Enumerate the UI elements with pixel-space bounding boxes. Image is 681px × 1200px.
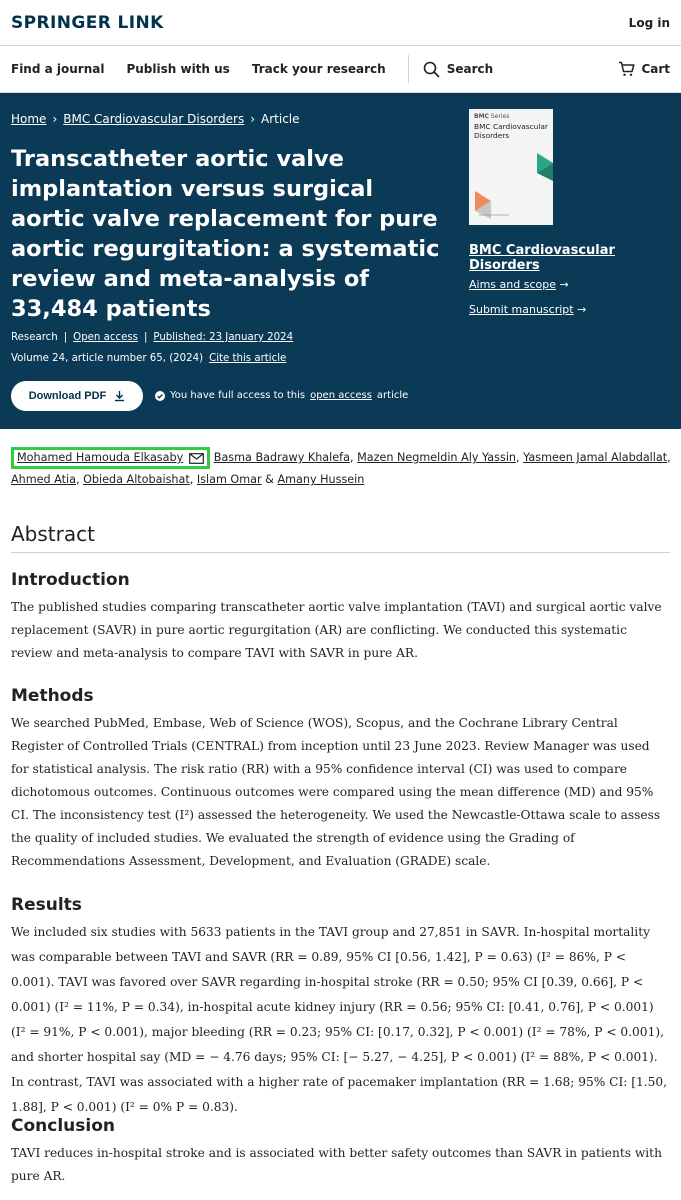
breadcrumb-article: Article (261, 112, 300, 126)
submit-manuscript-link[interactable]: Submit manuscript → (469, 303, 587, 316)
arrow-right-icon: → (559, 278, 569, 291)
abstract-divider (11, 552, 670, 553)
author-link[interactable]: Obieda Altobaishat (83, 473, 190, 486)
breadcrumb-home[interactable]: Home (11, 112, 47, 126)
mail-icon (189, 453, 204, 464)
conclusion-text: TAVI reduces in-hospital stroke and is associated with better safety outcomes than SAVR in patients with pure AR. (11, 1146, 662, 1183)
introduction-text: The published studies comparing transcatheter aortic valve implantation (TAVI) and surgical aortic valve replacement (SAVR) in pure aortic regurgitation (AR) are conflicting. We conducted this systematic review and meta-analysis to compare TAVI with SAVR in pure AR. (11, 600, 662, 660)
breadcrumb (11, 112, 300, 126)
abstract-heading: Abstract (11, 522, 95, 546)
main-nav (0, 46, 681, 93)
article-volume: Volume 24, article number 65, (2024) (11, 353, 204, 364)
search-icon (423, 61, 440, 78)
login-link[interactable]: Log in (628, 15, 670, 30)
check-circle-icon (155, 391, 165, 401)
article-title: Transcatheter aortic valve implantation versus surgical aortic valve replacement for pure aortic regurgitation: a systematic review and meta-analysis of 33,484 patients (11, 146, 440, 322)
author-link[interactable]: Mazen Negmeldin Aly Yassin (357, 451, 517, 464)
conclusion-heading: Conclusion (11, 1116, 115, 1136)
nav-publish-with-us[interactable]: Publish with us (126, 62, 230, 76)
springer-link-logo[interactable]: SPRINGER LINK (11, 12, 164, 33)
access-open-access-link[interactable]: open access (310, 390, 372, 401)
journal-name-link[interactable]: BMC Cardiovascular Disorders (469, 243, 615, 273)
nav-find-journal[interactable]: Find a journal (11, 62, 105, 76)
introduction-heading: Introduction (11, 570, 130, 590)
meta-divider: | (143, 332, 148, 343)
download-pdf-button[interactable] (11, 381, 143, 411)
author-link[interactable]: Islam Omar (196, 473, 262, 486)
results-text: We included six studies with 5633 patients in the TAVI group and 27,851 in SAVR. In-hospital mortality was comparable between TAVI and SAVR (RR = 0.89, 95% CI [0.56, 1.42], P = 0.63) (I² = 86%, P < 0.001). TAVI was favored over SAVR regarding in-hospital stroke (RR = 0.50; 95% CI [0.39, 0.66], P < 0.001) (I² = 11%, P = 0.34), in-hospital acute kidney injury (RR = 0.56; 95% CI: [0.41, 0.76], P < 0.001) (I² = 91%, P < 0.001), major bleeding (RR = 0.23; 95% CI: [0.17, 0.32], P < 0.001) (I² = 78%, P < 0.001), and shorter hospital say (MD = − 4.76 days; 95% CI: [− 5.27, − 4.25], P < 0.001) (I² = 88%, P < 0.001). In contrast, TAVI was associated with a higher rate of pacemaker implantation (RR = 1.68; 95% CI: [1.50, 1.88], P < 0.001) (I² = 0% P = 0.83). (11, 925, 668, 1114)
published-date[interactable]: Published: 23 January 2024 (153, 332, 294, 343)
search-button[interactable] (423, 61, 493, 78)
access-text-prefix: You have full access to this (170, 390, 306, 401)
cover-graphic (469, 145, 553, 225)
search-label: Search (446, 62, 494, 76)
access-notice (155, 390, 408, 401)
nav-divider (408, 55, 409, 83)
open-access-link[interactable]: Open access (73, 332, 138, 343)
methods-heading: Methods (11, 686, 94, 706)
article-hero (0, 93, 681, 429)
nav-track-research[interactable]: Track your research (251, 62, 386, 76)
article-volume-row (11, 353, 286, 364)
article-meta (11, 332, 293, 343)
cart-label: Cart (641, 62, 670, 76)
meta-divider: | (63, 332, 68, 343)
author-link[interactable]: Amany Hussein (277, 473, 365, 486)
methods-text: We searched PubMed, Embase, Web of Science (WOS), Scopus, and the Cochrane Library Central Register of Controlled Trials (CENTRAL) from inception until 23 June 2023. Review Manager was used for statistical analysis. The risk ratio (RR) with a 95% confidence interval (CI) was used to compare dichotomous outcomes. Continuous outcomes were compared using the mean difference (MD) and 95% CI. The inconsistency test (I²) assessed the heterogeneity. We used the Newcastle-Ottawa scale to assess the quality of included studies. We evaluated the strength of evidence using the Grading of Recommendations Assessment, Development, and Evaluation (GRADE) scale. (11, 716, 661, 868)
download-icon (114, 390, 125, 402)
aims-scope-link[interactable]: Aims and scope → (469, 278, 569, 291)
cart-icon (618, 61, 635, 77)
access-text-suffix: article (376, 390, 409, 401)
author-link[interactable]: Basma Badrawy Khalefa (213, 451, 350, 464)
journal-cover-image[interactable] (469, 109, 553, 225)
chevron-right-icon: › (250, 112, 256, 126)
cover-brand: BMC Series (474, 113, 510, 120)
cover-title: BMC Cardiovascular Disorders (474, 122, 548, 140)
results-heading: Results (11, 895, 82, 915)
author-list: Mohamed Hamouda Elkasaby Basma Badrawy Khalefa, Mazen Negmeldin Aly Yassin, Yasmeen Jamal Alabdallat, Ahmed Atia, Obieda Altobaishat, Islam Omar & Amany Hussein (11, 447, 671, 491)
author-link[interactable]: Yasmeen Jamal Alabdallat (523, 451, 668, 464)
top-header (0, 0, 681, 46)
download-pdf-label: Download PDF (28, 390, 107, 402)
cite-article-link[interactable]: Cite this article (209, 353, 287, 364)
author-link[interactable]: Ahmed Atia (11, 473, 76, 486)
breadcrumb-journal[interactable]: BMC Cardiovascular Disorders (63, 112, 245, 126)
author-corresponding[interactable]: Mohamed Hamouda Elkasaby (11, 447, 210, 469)
arrow-right-icon: → (577, 303, 587, 316)
article-type: Research (11, 332, 58, 343)
cart-button[interactable] (618, 61, 670, 77)
chevron-right-icon: › (52, 112, 58, 126)
